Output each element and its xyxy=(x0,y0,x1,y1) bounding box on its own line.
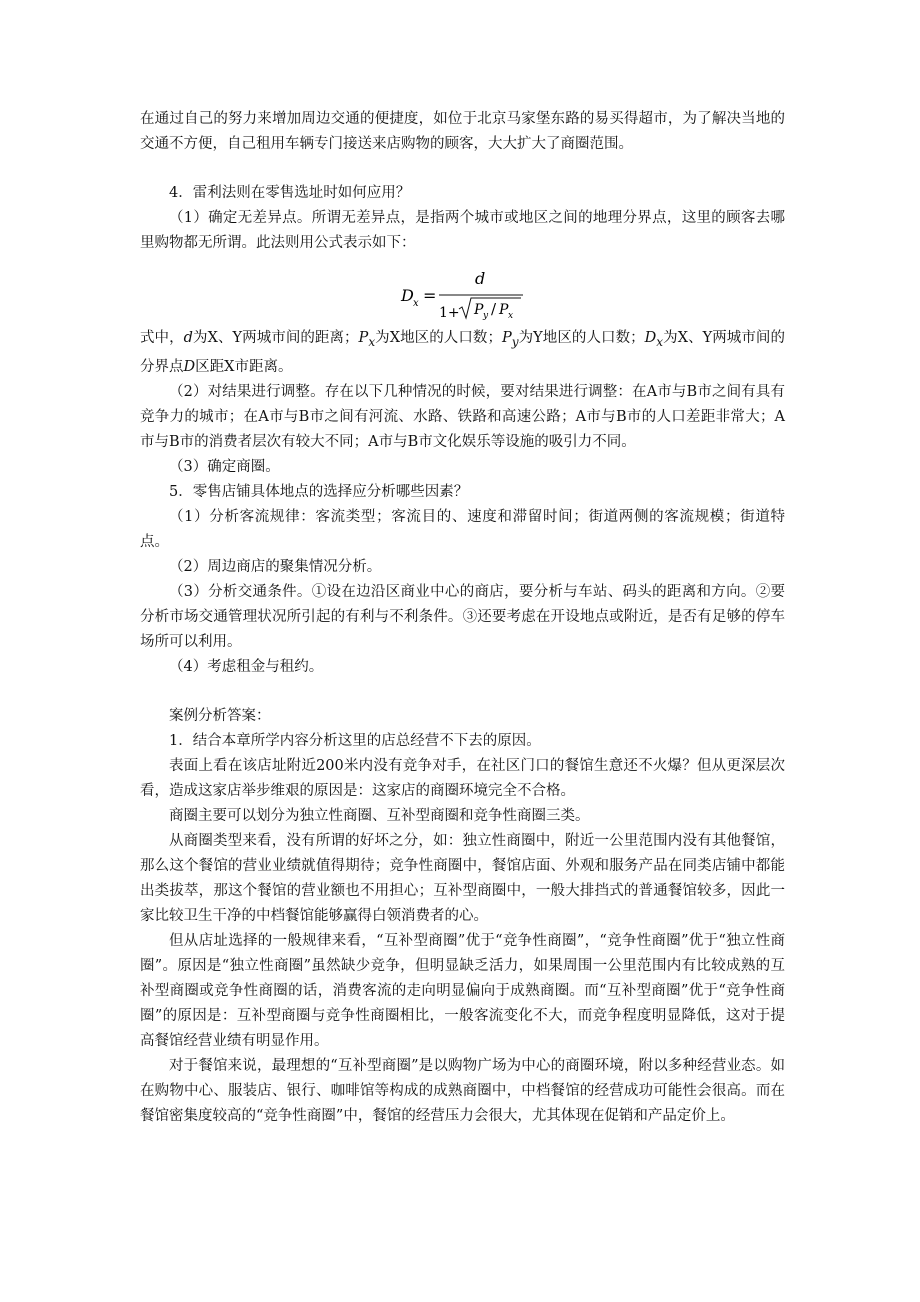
q5-item-2: （2）周边商店的聚集情况分析。 xyxy=(169,558,382,575)
formula-p2: P xyxy=(499,302,509,318)
q5-item-3: （3）分析交通条件。①设在边沿区商业中心的商店，要分析与车站、码头的距离和方向。②要分析市场交通管理状况所引起的有利与不利条件。③还要考虑在开设地点或附近，是否有足够的停车场所可以利用。 xyxy=(140,583,785,650)
document-page xyxy=(140,107,785,1129)
var-dx: D xyxy=(644,330,657,346)
question-5-heading: 5．零售店铺具体地点的选择应分析哪些因素？ xyxy=(169,483,469,500)
formula-slash: / xyxy=(491,300,497,318)
vars-lead: 式中， xyxy=(140,330,184,346)
case-paragraph-4: 但从店址选择的一般规律来看，“互补型商圈”优于“竞争性商圈”，“竞争性商圈”优于“独立性商圈”。原因是“独立性商圈”虽然缺少竞争，但明显缺乏活力，如果周围一公里范围内有比较成熟的互补型商圈或竞争性商圈的话，消费客流的走向明显偏向于成熟商圈。而“互补型商圈”优于“竞争性商圈”的原因是：互补型商圈与竞争性商圈相比，一般客流变化不大，而竞争程度明显降低，这对于提高餐馆经营业绩有明显作用。 xyxy=(140,932,785,1049)
formula-lhs: D xyxy=(401,286,414,305)
q5-item-4: （4）考虑租金与租约。 xyxy=(169,658,324,675)
case-paragraph-2: 商圈主要可以划分为独立性商圈、互补型商圈和竞争性商圈三类。 xyxy=(169,807,590,824)
formula-y-sub: y xyxy=(483,311,489,321)
formula-x-sub: x xyxy=(508,311,514,321)
question-4-heading: 4．雷利法则在零售选址时如何应用？ xyxy=(169,185,411,201)
formula-one-plus: 1+ xyxy=(439,305,460,321)
case-paragraph-1: 表面上看在该店址附近200米内没有竞争对手，在社区门口的餐馆生意还不火爆？但从更深层次看，造成这家店举步维艰的原因是：这家店的商圈环境完全不合格。 xyxy=(140,757,785,799)
reilly-formula xyxy=(140,264,785,322)
q4-item-2: （2）对结果进行调整。存在以下几种情况的时候，要对结果进行调整：在A市与B市之间有具有竞争力的城市；在A市与B市之间有河流、水路、铁路和高速公路；A市与B市的人口差距非常大；A市与B市的消费者层次有较大不同；A市与B市文化娱乐等设施的吸引力不同。 xyxy=(140,383,785,450)
q4-item-1: （1）确定无差异点。所谓无差异点，是指两个城市或地区之间的地理分界点，这里的顾客去哪里购物都无所谓。此法则用公式表示如下： xyxy=(140,210,785,251)
formula-equals: = xyxy=(423,286,437,305)
var-px: P xyxy=(358,330,369,346)
case-question-1: 1．结合本章所学内容分析这里的店总经营不下去的原因。 xyxy=(169,732,541,749)
var-py: P xyxy=(501,330,512,346)
formula-numerator: d xyxy=(475,269,486,288)
formula-p1: P xyxy=(474,302,484,318)
formula-lhs-sub: x xyxy=(413,298,419,309)
q4-item-3: （3）确定商圈。 xyxy=(169,458,280,475)
var-d-point: D xyxy=(183,358,196,375)
var-d: d xyxy=(183,330,193,346)
intro-paragraph: 在通过自己的努力来增加周边交通的便捷度，如位于北京马家堡东路的易买得超市，为了解决当地的交通不方便，自己租用车辆专门接送来店购物的顾客，大大扩大了商圈范围。 xyxy=(140,111,785,152)
case-analysis-title: 案例分析答案： xyxy=(169,707,271,724)
case-paragraph-3: 从商圈类型来看，没有所谓的好坏之分，如：独立性商圈中，附近一公里范围内没有其他餐馆，那么这个餐馆的营业业绩就值得期待；竞争性商圈中，餐馆店面、外观和服务产品在同类店铺中都能出类拔萃，那这个餐馆的营业额也不用担心；互补型商圈中，一般大排挡式的普通餐馆较多，因此一家比较卫生干净的中档餐馆能够赢得白领消费者的心。 xyxy=(140,832,785,924)
case-paragraph-5: 对于餐馆来说，最理想的“互补型商圈”是以购物广场为中心的商圈环境，附以多种经营业态。如在购物中心、服装店、银行、咖啡馆等构成的成熟商圈中，中档餐馆的经营成功可能性会很高。而在餐馆密集度较高的“竞争性商圈”中，餐馆的经营压力会很大，尤其体现在促销和产品定价上。 xyxy=(140,1057,785,1124)
q5-item-1: （1）分析客流规律：客流类型；客流目的、速度和滞留时间；街道两侧的客流规模；街道特点。 xyxy=(140,508,785,550)
formula-variable-definitions: 式中，d为X、Y两城市间的距离；$P_x$为X地区的人口数；$P_y$为Y地区的人口数；$D_x$为X、Y两城市间的分界点D区距X市距离。 xyxy=(140,330,785,375)
